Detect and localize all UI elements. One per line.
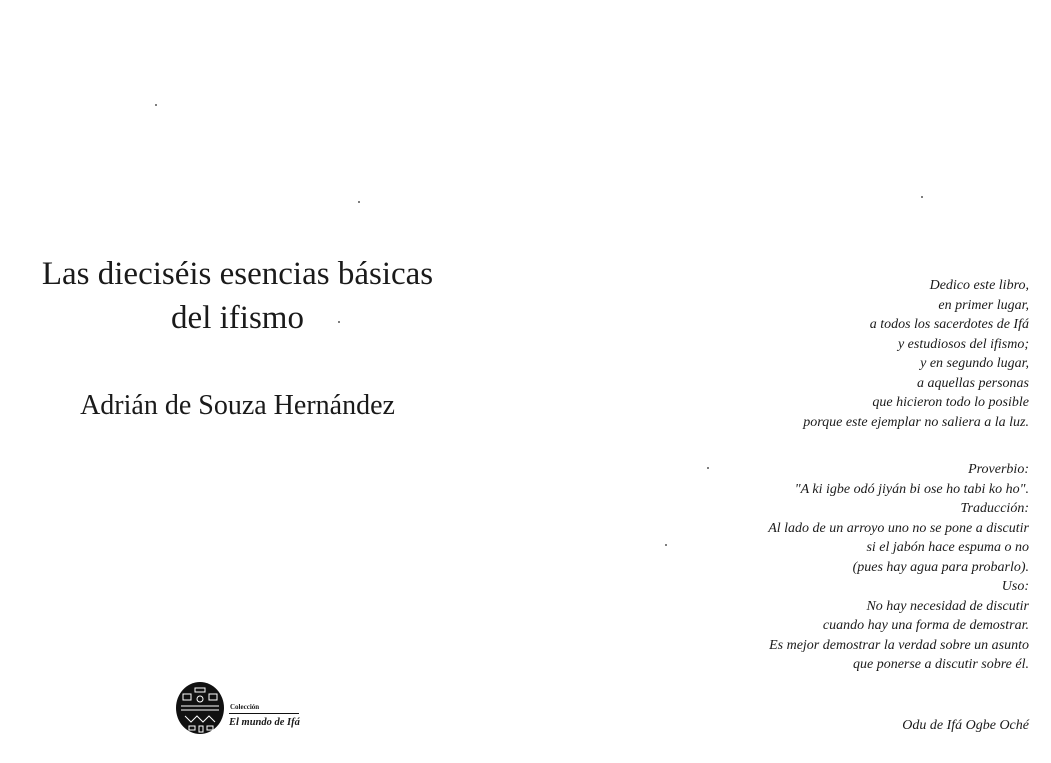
book-title-line-2: del ifismo xyxy=(171,300,304,336)
proverb-block xyxy=(768,460,1029,675)
dedication-line: a todos los sacerdotes de Ifá xyxy=(869,317,1029,332)
scan-speck xyxy=(707,467,709,469)
translation-heading: Traducción: xyxy=(960,501,1029,516)
usage-heading: Uso: xyxy=(1001,579,1029,594)
scan-speck xyxy=(665,544,667,546)
dedication-line: que hicieron todo lo posible xyxy=(872,395,1029,410)
book-author: Adrián de Souza Hernández xyxy=(80,390,395,421)
proverb-text: "A ki igbe odó jiyán bi ose ho tabi ko ho". xyxy=(794,481,1029,497)
collection-name: El mundo de Ifá xyxy=(229,717,300,728)
dedication-line: porque este ejemplar no saliera a la luz. xyxy=(803,414,1029,430)
book-title-line-1: Las dieciséis esencias básicas xyxy=(41,256,434,292)
proverb-heading: Proverbio: xyxy=(968,462,1029,477)
usage-line: cuando hay una forma de demostrar. xyxy=(822,618,1029,633)
left-page xyxy=(0,0,525,763)
dedication-line: a aquellas personas xyxy=(917,375,1029,391)
scan-speck xyxy=(338,321,340,323)
translation-line: (pues hay agua para probarlo). xyxy=(852,559,1029,575)
usage-line: Es mejor demostrar la verdad sobre un asunto xyxy=(769,637,1029,653)
dedication-line: Dedico este libro, xyxy=(929,278,1029,293)
scan-speck xyxy=(358,201,360,203)
collection-emblem-icon xyxy=(175,680,225,736)
collection-logo-block xyxy=(175,680,335,740)
usage-line: No hay necesidad de discutir xyxy=(866,598,1029,614)
right-page xyxy=(525,0,1051,763)
odu-line: Odu de Ifá Ogbe Oché xyxy=(902,718,1029,733)
translation-line: si el jabón hace espuma o no xyxy=(866,540,1029,555)
usage-line: que ponerse a discutir sobre él. xyxy=(852,657,1029,672)
dedication-line: y en segundo lugar, xyxy=(920,356,1029,371)
dedication-block xyxy=(803,276,1029,432)
translation-line: Al lado de un arroyo uno no se pone a discutir xyxy=(768,520,1029,536)
scan-speck xyxy=(921,196,923,198)
collection-divider xyxy=(229,713,299,714)
dedication-line: y estudiosos del ifismo; xyxy=(897,336,1029,352)
odu-attribution xyxy=(902,716,1029,736)
book-title xyxy=(0,252,475,340)
scan-speck xyxy=(155,104,157,106)
collection-label: Colección xyxy=(230,703,260,711)
dedication-line: en primer lugar, xyxy=(938,297,1029,313)
